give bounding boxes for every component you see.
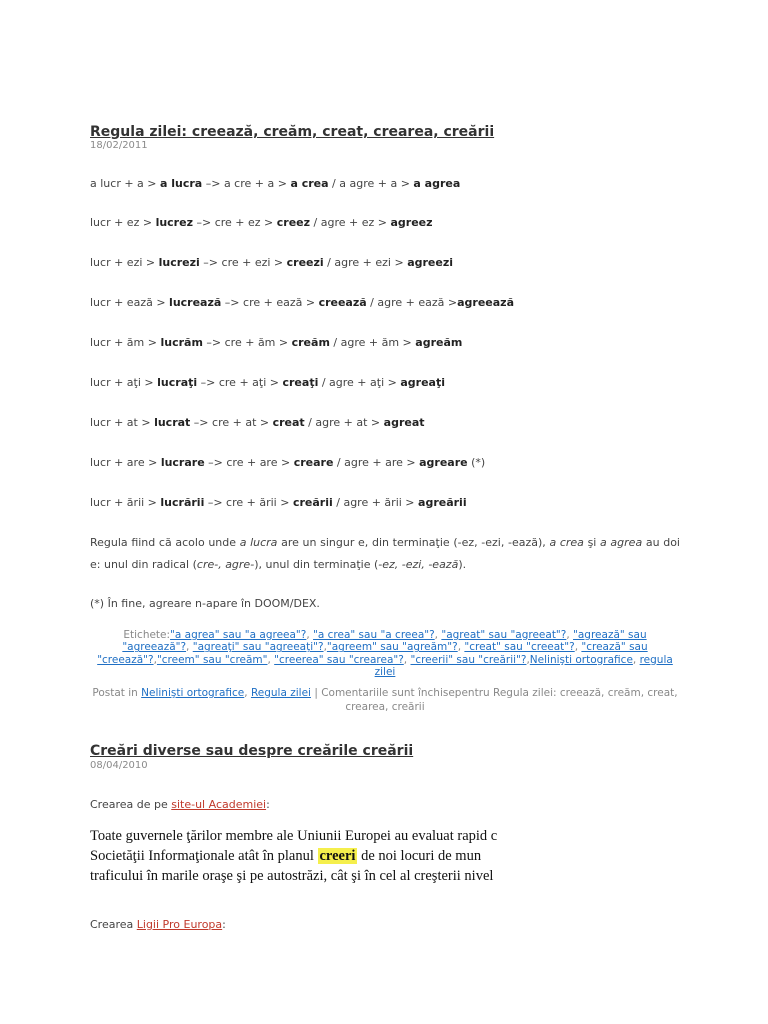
rule-line	[90, 376, 445, 389]
excerpt-text: Toate guvernele ţărilor membre ale Uniunii Europei au evaluat rapid c	[90, 828, 498, 844]
post-title-regula-zilei[interactable]: Regula zilei: creează, creăm, creat, crearea, creării	[90, 124, 495, 140]
tag-link[interactable]: "agreat" sau "agreeat"?	[441, 629, 567, 641]
footnote: (*) În fine, agreare n-apare în DOOM/DEX.	[90, 597, 320, 610]
rule-bold-form: agreare	[419, 456, 468, 469]
rule-bold-form: creezi	[286, 256, 324, 269]
excerpt-text: de noi locuri de mun	[357, 848, 482, 864]
rule-text: –> cre + aţi >	[197, 376, 283, 389]
tag-link[interactable]: regula zilei	[374, 653, 673, 679]
rule-bold-form: a crea	[290, 177, 329, 190]
rule-text: lucr + ează >	[90, 296, 170, 309]
rule-text: (*)	[467, 456, 486, 469]
tag-link[interactable]: "crează" sau "creează"?	[97, 641, 648, 666]
tag-link[interactable]: "a agrea" sau "a agreea"?	[170, 629, 307, 641]
excerpt-line	[90, 826, 508, 846]
rule-line	[90, 216, 433, 229]
excerpt-text: Societăţii Informaţionale atât în planul	[90, 848, 318, 864]
explanation-text: şi	[583, 536, 601, 549]
explanation-italic: -ez, -ezi, -ează	[378, 558, 459, 571]
academia-link[interactable]: site-ul Academiei	[171, 798, 267, 811]
post-date: 18/02/2011	[90, 140, 148, 151]
rule-text: / agre + aţi >	[318, 376, 401, 389]
rule-text: lucr + are >	[90, 456, 161, 469]
rule-text: lucr + ăm >	[90, 336, 161, 349]
rule-text: lucr + ezi >	[90, 256, 159, 269]
rule-bold-form: agreaţi	[400, 376, 445, 389]
rule-bold-form: agreat	[383, 416, 425, 429]
category-link[interactable]: Regula zilei	[250, 687, 311, 699]
post-meta: Postat in Nelinişti ortografice, Regula zilei | Comentariile sunt închisepentru Regula zilei: creează, creăm, creat, crearea, creării	[92, 687, 678, 713]
post-title-creari-diverse[interactable]: Creări diverse sau despre creările creării	[90, 743, 414, 759]
posted-in-label: Postat in	[92, 687, 138, 699]
post-tags: Etichete:"a agrea" sau "a agreea"?, "a crea" sau "a creea"?, "agreat" sau "agreeat"?, "agrează" sau "agreează"?, "agreaţi" sau "agreeaţi"?,"agreem" sau "agreăm"?, "creat" sau "creeat"?, "crează" sau "creează"?,"creem" sau "creăm", "creerea" sau "crearea"?, "creerii" sau "creării"?,Nelinişti ortografice, regula zilei	[97, 629, 673, 679]
rule-text: –> cre + are >	[204, 456, 294, 469]
rule-text: lucr + ării >	[90, 496, 161, 509]
rule-line	[90, 456, 485, 469]
lead-text: Crearea de pe	[90, 798, 172, 811]
explanation-italic: a agrea	[600, 536, 643, 549]
rule-bold-form: creează	[318, 296, 367, 309]
tag-link[interactable]: "creat" sau "creeat"?	[464, 641, 575, 654]
rule-bold-form: agreează	[457, 296, 514, 309]
rule-bold-form: lucrat	[154, 416, 191, 429]
rule-bold-form: creăm	[291, 336, 330, 349]
lead-academia	[90, 798, 270, 811]
explanation-text: au doi e: unul din radical (	[90, 536, 680, 571]
rule-text: / agre + at >	[304, 416, 384, 429]
rule-text: –> cre + ezi >	[199, 256, 287, 269]
rule-text: –> cre + ării >	[204, 496, 293, 509]
tag-link[interactable]: "a crea" sau "a creea"?	[313, 629, 435, 641]
rule-line	[90, 496, 467, 509]
lead-colon: :	[222, 918, 226, 931]
quoted-excerpt-image	[90, 826, 508, 894]
rule-text: a lucr + a >	[90, 177, 160, 190]
rule-text: / agre + are >	[333, 456, 420, 469]
lead-text: Crearea	[90, 918, 137, 931]
rule-bold-form: a lucra	[160, 177, 203, 190]
post-date: 08/04/2010	[90, 760, 148, 771]
rule-bold-form: agreez	[390, 216, 433, 229]
rule-bold-form: lucrezi	[158, 256, 200, 269]
rule-text: lucr + aţi >	[90, 376, 158, 389]
category-link[interactable]: Nelinişti ortografice	[141, 687, 245, 699]
pro-europa-link[interactable]: Ligii Pro Europa	[136, 918, 223, 931]
tag-link[interactable]: "creem" sau "creăm"	[156, 653, 268, 666]
rule-text: –> cre + ează >	[221, 296, 319, 309]
rule-bold-form: lucrare	[160, 456, 205, 469]
explanation-text: ), unul din terminaţie (	[254, 558, 379, 571]
rule-line	[90, 177, 460, 190]
explanation-italic: cre-, agre-	[196, 558, 255, 571]
rule-text: / agre + ezi >	[323, 256, 408, 269]
rule-bold-form: agreăm	[415, 336, 463, 349]
explanation-text: are un singur e, din terminaţie (-ez, -ezi, -ează),	[277, 536, 550, 549]
tag-link[interactable]: "creerea" sau "crearea"?	[274, 653, 404, 666]
rule-line	[90, 256, 453, 269]
lead-pro-europa	[90, 918, 226, 931]
explanation-text: ).	[458, 558, 467, 571]
tags-label: Etichete:	[123, 629, 171, 641]
rule-text: lucr + ez >	[90, 216, 156, 229]
rule-text: –> cre + at >	[190, 416, 273, 429]
tag-link[interactable]: "agrează" sau "agreează"?	[122, 629, 647, 654]
rule-bold-form: creez	[276, 216, 311, 229]
rule-line	[90, 336, 462, 349]
rule-line	[90, 296, 514, 309]
rule-text: lucr + at >	[90, 416, 155, 429]
excerpt-line	[90, 866, 508, 886]
rule-bold-form: lucrăm	[160, 336, 203, 349]
rule-text: / agre + ăm >	[329, 336, 416, 349]
rule-line	[90, 416, 425, 429]
rule-bold-form: creat	[272, 416, 305, 429]
rule-bold-form: creaţi	[282, 376, 319, 389]
excerpt-line	[90, 846, 508, 866]
tag-link[interactable]: Nelinişti ortografice	[529, 653, 633, 666]
rule-bold-form: creării	[292, 496, 333, 509]
explanation-italic: a crea	[549, 536, 584, 549]
rule-bold-form: creare	[293, 456, 334, 469]
rule-bold-form: agreării	[418, 496, 467, 509]
explanation-italic: a lucra	[239, 536, 278, 549]
lead-colon: :	[266, 798, 270, 811]
rule-text: / agre + ează >	[366, 296, 458, 309]
rule-bold-form: a agrea	[413, 177, 461, 190]
explanation-paragraph	[90, 532, 680, 576]
rule-text: –> cre + ez >	[192, 216, 277, 229]
rule-bold-form: lucraţi	[157, 376, 198, 389]
rule-bold-form: lucrează	[169, 296, 222, 309]
rule-text: / a agre + a >	[328, 177, 414, 190]
highlighted-word: creeri	[319, 848, 356, 864]
rule-bold-form: lucrării	[160, 496, 205, 509]
tag-link[interactable]: "agreaţi" sau "agreeaţi"?	[192, 641, 324, 654]
excerpt-text: traficului în marile oraşe şi pe autostrăzi, cât şi în cel al creşterii nivel	[90, 868, 494, 884]
tag-link[interactable]: "agreem" sau "agreăm"?	[326, 641, 458, 654]
rule-text: –> cre + ăm >	[202, 336, 292, 349]
rule-text: –> a cre + a >	[202, 177, 291, 190]
rule-text: / agre + ării >	[332, 496, 419, 509]
rule-bold-form: agreezi	[407, 256, 454, 269]
rule-bold-form: lucrez	[155, 216, 193, 229]
comments-closed-text: | Comentariile sunt închisepentru Regula zilei: creează, creăm, creat, crearea, creării	[314, 687, 678, 713]
explanation-text: Regula fiind că acolo unde	[90, 536, 240, 549]
tag-link[interactable]: "creerii" sau "creării"?	[410, 653, 527, 666]
rule-text: / agre + ez >	[310, 216, 391, 229]
